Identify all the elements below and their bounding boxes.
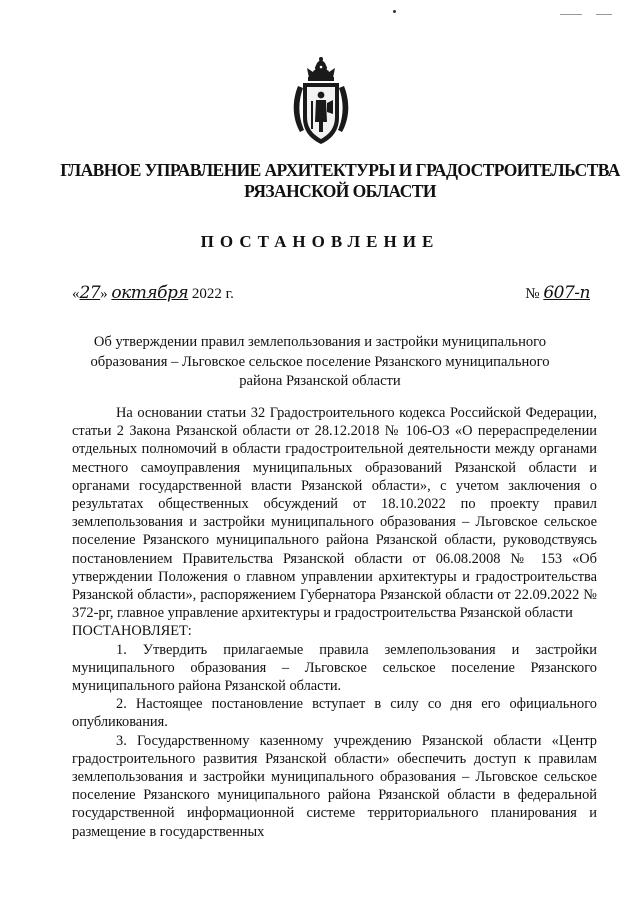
- organization-title-line-2: РЯЗАНСКОЙ ОБЛАСТИ: [244, 181, 436, 201]
- decree-date: [72, 283, 234, 303]
- resolves-word: ПОСТАНОВЛЯЕТ:: [72, 623, 192, 640]
- document-type-heading: ПОСТАНОВЛЕНИЕ: [200, 232, 440, 251]
- date-month: октября: [111, 283, 189, 303]
- organization-title-line-1: ГЛАВНОЕ УПРАВЛЕНИЕ АРХИТЕКТУРЫ И ГРАДОСТРОИТЕЛЬСТВА: [60, 160, 620, 180]
- scan-mark: [596, 14, 612, 15]
- decree-body: [72, 404, 597, 841]
- item-2: 2. Настоящее постановление вступает в силу со дня его официального опубликования.: [72, 696, 597, 731]
- crown-icon: [307, 57, 335, 81]
- preamble-paragraph: На основании статьи 32 Градостроительного кодекса Российской Федерации, статьи 2 Закона Рязанской области от 28.12.2018 № 106-ОЗ «О перераспределении отдельных полномочий в области градостроительной деятельности между органами местного самоуправления муниципальных образований Рязанской области и органами государственной власти Рязанской области», с учетом заключения о результатах общественных обсуждений от 18.10.2022 по проекту правил землепользования и застройки муниципального образования – Льговское сельское поселение Рязанского муниципального района Рязанской области, руководствуясь постановлением Правительства Рязанской области от 06.08.2008 № 153 «Об утверждении Положения о главном управлении архитектуры и градостроительства Рязанской области», распоряжением Губернатора Рязанской области от 22.09.2022 № 372-рг, главное управление архитектуры и градостроительства Рязанской области: [72, 405, 597, 622]
- number-sign: №: [525, 286, 540, 302]
- number-value: 607-п: [543, 283, 590, 303]
- item-1: 1. Утвердить прилагаемые правила землепользования и застройки муниципального образования – Льговское сельское поселение Рязанского муниципального района Рязанской области.: [72, 641, 597, 695]
- coat-of-arms-icon: [292, 56, 350, 148]
- date-day: 27: [79, 283, 101, 303]
- date-open-quote: «: [72, 286, 80, 302]
- item-3: 3. Государственному казенному учреждению Рязанской области «Центр градостроительного развития Рязанской области» обеспечить доступ к правилам землепользования и застройки муниципального образования – Льговское сельское поселение Рязанского муниципального района Рязанской области в федеральной государственной информационной системе территориального планирования и размещение в государственных: [72, 732, 597, 840]
- scan-mark: [560, 14, 582, 15]
- scan-speck: [393, 10, 396, 13]
- date-year: 2022 г.: [191, 286, 234, 302]
- date-close-quote: »: [100, 286, 108, 302]
- decree-number: [525, 283, 590, 303]
- decree-subject: Об утверждении правил землепользования и застройки муниципального образования – Льговское сельское поселение Рязанского муниципального района Рязанской области: [90, 334, 550, 389]
